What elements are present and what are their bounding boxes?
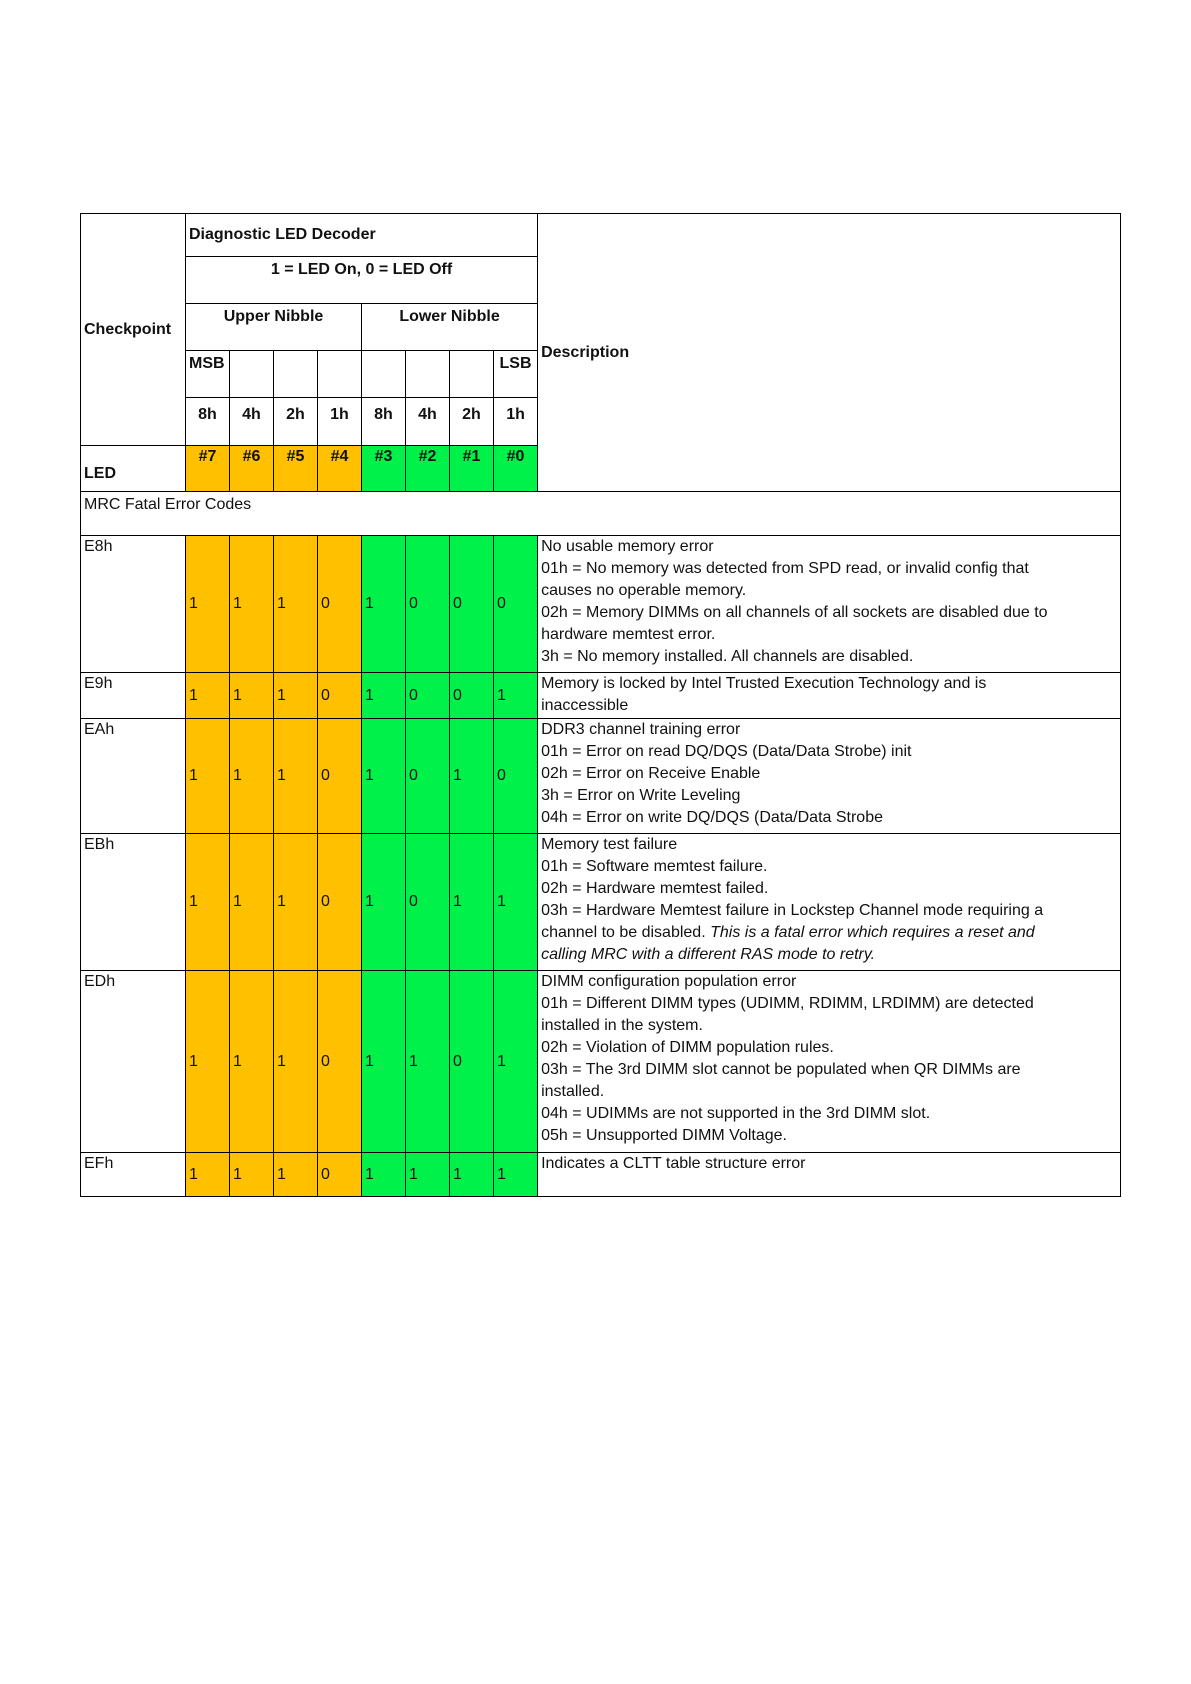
checkpoint-code: EDh <box>81 971 186 1153</box>
bit-weight: 8h <box>362 398 406 446</box>
bit-value: 1 <box>362 673 406 719</box>
description-line: 3h = Error on Write Leveling <box>541 787 741 804</box>
description-line: 01h = Software memtest failure. <box>541 858 768 875</box>
led-id: #0 <box>494 446 538 492</box>
description-line: installed in the system. <box>541 1017 703 1034</box>
bit-value: 0 <box>450 971 494 1153</box>
bit-value: 1 <box>186 834 230 971</box>
bit-value: 1 <box>362 1153 406 1197</box>
bit-value: 1 <box>274 1153 318 1197</box>
bit-value: 1 <box>274 719 318 834</box>
table-row <box>81 719 1121 834</box>
bit-value: 1 <box>186 971 230 1153</box>
description-line: No usable memory error <box>541 538 714 555</box>
bit-value: 1 <box>230 673 274 719</box>
table-row <box>81 536 1121 673</box>
bit-value: 0 <box>450 673 494 719</box>
led-id: #3 <box>362 446 406 492</box>
checkpoint-code: EFh <box>81 1153 186 1197</box>
led-id: #4 <box>318 446 362 492</box>
description-text: channel to be disabled. <box>541 924 711 941</box>
description-line: 05h = Unsupported DIMM Voltage. <box>541 1127 787 1144</box>
bit-value: 1 <box>494 1153 538 1197</box>
bit-value: 0 <box>450 536 494 673</box>
bit-value: 1 <box>406 971 450 1153</box>
bit-weight: 4h <box>230 398 274 446</box>
bit-value: 0 <box>318 1153 362 1197</box>
bit-weight: 1h <box>494 398 538 446</box>
led-id: #6 <box>230 446 274 492</box>
led-decoder-table <box>80 213 1121 1197</box>
description-line: 02h = Memory DIMMs on all channels of all sockets are disabled due to <box>541 604 1048 621</box>
bit-value: 1 <box>362 834 406 971</box>
description-line: 03h = Hardware Memtest failure in Lockstep Channel mode requiring a <box>541 902 1044 919</box>
bit-value: 1 <box>362 719 406 834</box>
bit-value: 1 <box>362 971 406 1153</box>
bit-value: 1 <box>274 673 318 719</box>
lower-nibble-header: Lower Nibble <box>362 304 538 351</box>
description-header: Description <box>538 214 1121 492</box>
description-line <box>541 944 1117 966</box>
description-line: 01h = Different DIMM types (UDIMM, RDIMM, LRDIMM) are detected <box>541 995 1034 1012</box>
bit-value: 0 <box>494 719 538 834</box>
bit-value: 1 <box>230 1153 274 1197</box>
bit-value: 1 <box>362 536 406 673</box>
bit-value: 0 <box>318 834 362 971</box>
checkpoint-header: Checkpoint <box>81 214 186 446</box>
description-line: hardware memtest error. <box>541 626 716 643</box>
blank-cell <box>318 351 362 398</box>
blank-cell <box>362 351 406 398</box>
description-cell <box>538 1153 1121 1197</box>
bit-value: 1 <box>230 719 274 834</box>
description-line: 04h = Error on write DQ/DQS (Data/Data Strobe <box>541 809 883 826</box>
bit-value: 0 <box>406 673 450 719</box>
description-line: DDR3 channel training error <box>541 721 741 738</box>
description-line: 02h = Violation of DIMM population rules. <box>541 1039 834 1056</box>
table-row <box>81 971 1121 1153</box>
description-line: Indicates a CLTT table structure error <box>541 1155 806 1172</box>
bit-value: 1 <box>230 834 274 971</box>
bit-value: 1 <box>406 1153 450 1197</box>
bit-weight: 4h <box>406 398 450 446</box>
bit-value: 0 <box>318 971 362 1153</box>
description-cell <box>538 536 1121 673</box>
description-line: Memory is locked by Intel Trusted Execution Technology and is <box>541 675 987 692</box>
bit-weight: 8h <box>186 398 230 446</box>
bit-value: 1 <box>230 971 274 1153</box>
led-id: #2 <box>406 446 450 492</box>
description-line: 01h = Error on read DQ/DQS (Data/Data Strobe) init <box>541 743 912 760</box>
bit-value: 0 <box>406 834 450 971</box>
description-cell <box>538 719 1121 834</box>
checkpoint-code: E9h <box>81 673 186 719</box>
table-row <box>81 1153 1121 1197</box>
description-line: inaccessible <box>541 697 629 714</box>
bit-value: 1 <box>186 719 230 834</box>
bit-value: 1 <box>450 1153 494 1197</box>
description-cell <box>538 971 1121 1153</box>
bit-value: 1 <box>274 971 318 1153</box>
description-line: causes no operable memory. <box>541 582 747 599</box>
checkpoint-code: E8h <box>81 536 186 673</box>
bit-value: 1 <box>186 1153 230 1197</box>
description-line <box>541 922 1117 944</box>
description-line: 02h = Error on Receive Enable <box>541 765 761 782</box>
lsb-label: LSB <box>494 351 538 398</box>
blank-cell <box>274 351 318 398</box>
description-line: 02h = Hardware memtest failed. <box>541 880 769 897</box>
description-italic: This is a fatal error which requires a reset and <box>710 924 1035 941</box>
bit-value: 1 <box>494 834 538 971</box>
bit-value: 1 <box>450 719 494 834</box>
blank-cell <box>230 351 274 398</box>
description-line: 3h = No memory installed. All channels are disabled. <box>541 648 914 665</box>
table-row <box>81 673 1121 719</box>
checkpoint-code: EBh <box>81 834 186 971</box>
upper-nibble-header: Upper Nibble <box>186 304 362 351</box>
description-line: 03h = The 3rd DIMM slot cannot be populated when QR DIMMs are <box>541 1061 1021 1078</box>
led-row-label: LED <box>81 446 186 492</box>
blank-cell <box>450 351 494 398</box>
bit-value: 0 <box>318 673 362 719</box>
bit-value: 1 <box>186 536 230 673</box>
bit-weight: 1h <box>318 398 362 446</box>
bit-weight: 2h <box>450 398 494 446</box>
bit-weight: 2h <box>274 398 318 446</box>
decoder-title: Diagnostic LED Decoder <box>186 214 538 257</box>
description-line: installed. <box>541 1083 605 1100</box>
bit-value: 1 <box>274 834 318 971</box>
checkpoint-code: EAh <box>81 719 186 834</box>
bit-value: 0 <box>406 719 450 834</box>
bit-value: 0 <box>494 536 538 673</box>
bit-value: 1 <box>274 536 318 673</box>
bit-value: 1 <box>230 536 274 673</box>
bit-value: 1 <box>494 971 538 1153</box>
bit-value: 1 <box>494 673 538 719</box>
bit-value: 0 <box>406 536 450 673</box>
bit-value: 0 <box>318 719 362 834</box>
msb-label: MSB <box>186 351 230 398</box>
bit-value: 1 <box>450 834 494 971</box>
description-line: Memory test failure <box>541 836 678 853</box>
led-id: #1 <box>450 446 494 492</box>
bit-value: 0 <box>318 536 362 673</box>
description-cell <box>538 673 1121 719</box>
description-line: 01h = No memory was detected from SPD read, or invalid config that <box>541 560 1029 577</box>
description-cell <box>538 834 1121 971</box>
led-id: #7 <box>186 446 230 492</box>
section-title: MRC Fatal Error Codes <box>81 492 1121 536</box>
description-line: 04h = UDIMMs are not supported in the 3rd DIMM slot. <box>541 1105 931 1122</box>
table-row <box>81 834 1121 971</box>
description-italic: calling MRC with a different RAS mode to retry. <box>541 946 876 963</box>
decoder-legend: 1 = LED On, 0 = LED Off <box>186 257 538 304</box>
description-line: DIMM configuration population error <box>541 973 797 990</box>
led-id: #5 <box>274 446 318 492</box>
bit-value: 1 <box>186 673 230 719</box>
blank-cell <box>406 351 450 398</box>
